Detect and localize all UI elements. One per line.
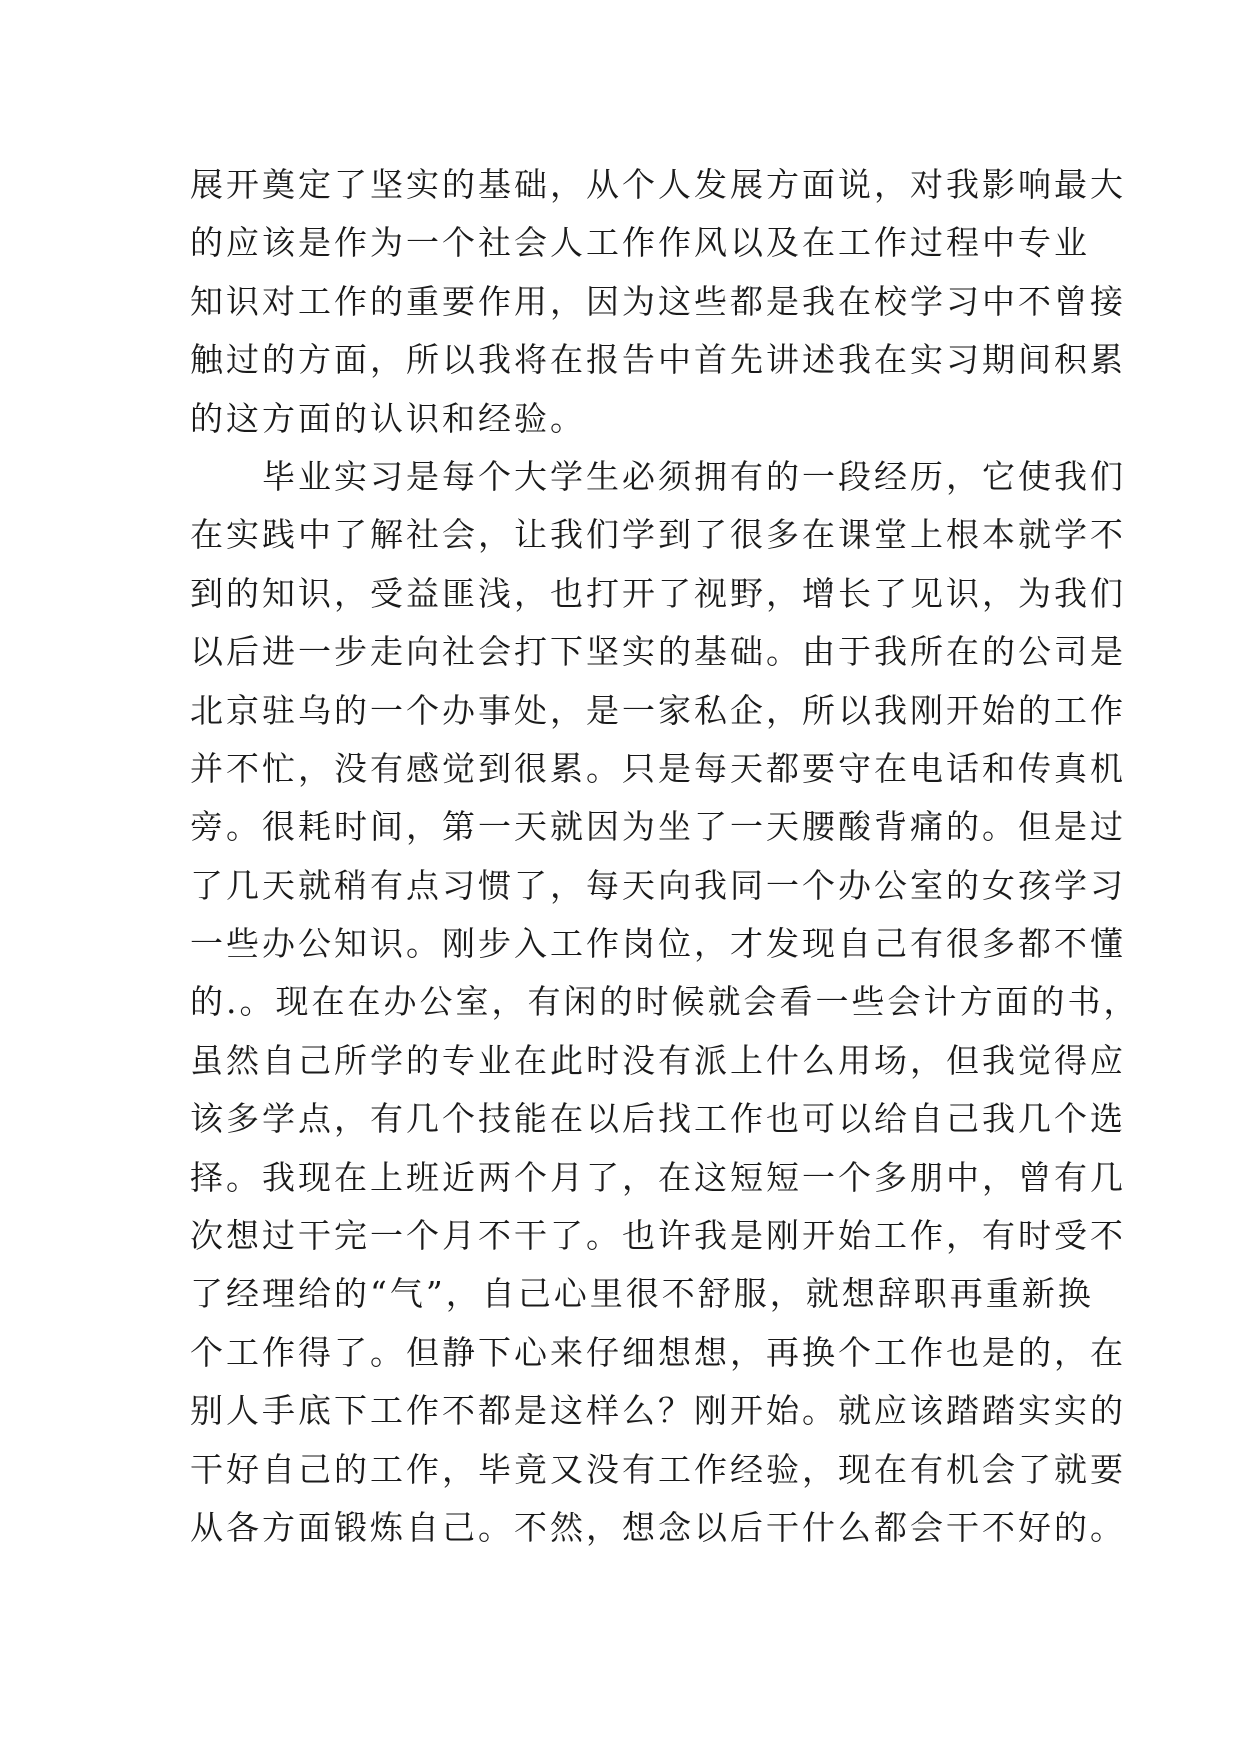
text-line: 从各方面锻炼自己。不然，想念以后干什么都会干不好的。 <box>190 1507 1126 1547</box>
text-line: 在实践中了解社会，让我们学到了很多在课堂上根本就学不 <box>190 515 1126 555</box>
text-line: 北京驻乌的一个办事处，是一家私企，所以我刚开始的工作 <box>190 690 1126 730</box>
text-line: 虽然自己所学的专业在此时没有派上什么用场，但我觉得应 <box>190 1040 1126 1080</box>
text-line: 以后进一步走向社会打下坚实的基础。由于我所在的公司是 <box>190 632 1126 672</box>
text-line: 了几天就稍有点习惯了，每天向我同一个办公室的女孩学习 <box>190 865 1126 905</box>
text-line: 次想过干完一个月不干了。也许我是刚开始工作，有时受不 <box>190 1216 1126 1256</box>
text-line: 旁。很耗时间，第一天就因为坐了一天腰酸背痛的。但是过 <box>190 807 1126 847</box>
text-line: 干好自己的工作，毕竟又没有工作经验，现在有机会了就要 <box>190 1449 1126 1489</box>
text-line: 该多学点，有几个技能在以后找工作也可以给自己我几个选 <box>190 1099 1126 1139</box>
text-line: 到的知识，受益匪浅，也打开了视野，增长了见识，为我们 <box>190 573 1126 613</box>
text-line: 别人手底下工作不都是这样么？刚开始。就应该踏踏实实的 <box>190 1391 1126 1431</box>
text-line: 的这方面的认识和经验。 <box>190 398 586 438</box>
text-line: 的应该是作为一个社会人工作作风以及在工作过程中专业 <box>190 223 1090 263</box>
text-line: 个工作得了。但静下心来仔细想想，再换个工作也是的，在 <box>190 1332 1126 1372</box>
text-line: 了经理给的“气”，自己心里很不舒服，就想辞职再重新换 <box>190 1274 1094 1314</box>
text-line: 并不忙，没有感觉到很累。只是每天都要守在电话和传真机 <box>190 748 1126 788</box>
body-text <box>190 156 1140 1557</box>
text-line: 知识对工作的重要作用，因为这些都是我在校学习中不曾接 <box>190 281 1126 321</box>
text-line: 择。我现在上班近两个月了，在这短短一个多朋中，曾有几 <box>190 1157 1126 1197</box>
paragraph-start-line: 毕业实习是每个大学生必须拥有的一段经历，它使我们 <box>262 456 1126 496</box>
text-line: 的.。现在在办公室，有闲的时候就会看一些会计方面的书， <box>190 982 1140 1022</box>
text-line: 展开奠定了坚实的基础，从个人发展方面说，对我影响最大 <box>190 165 1126 204</box>
text-line: 触过的方面，所以我将在报告中首先讲述我在实习期间积累 <box>190 340 1126 380</box>
text-line: 一些办公知识。刚步入工作岗位，才发现自己有很多都不懂 <box>190 924 1126 964</box>
